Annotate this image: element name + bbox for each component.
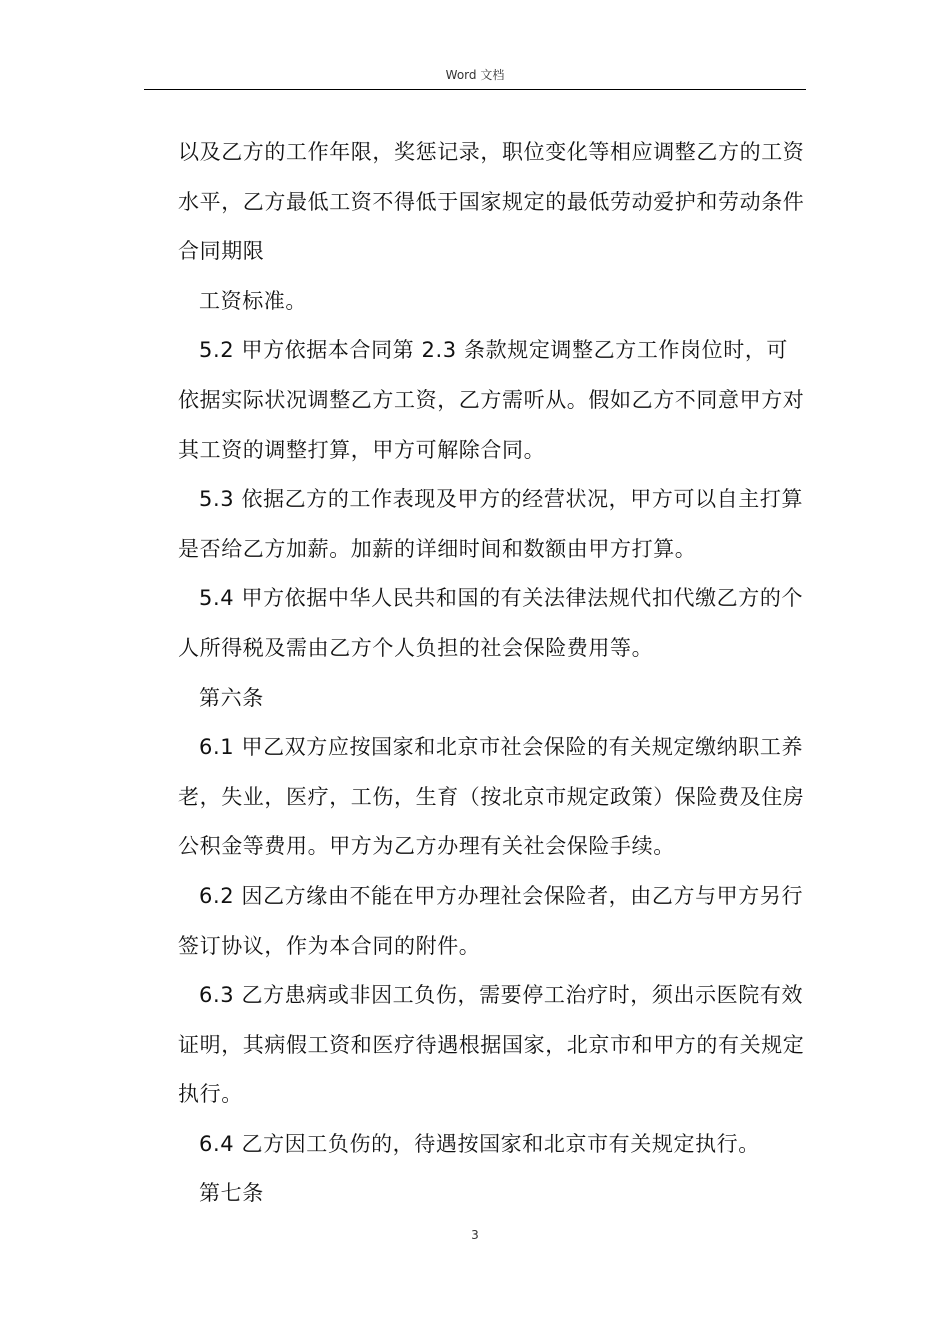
paragraph: 5.2 甲方依据本合同第 2.3 条款规定调整乙方工作岗位时，可依据实际状况调整乙方工资，乙方需听从。假如乙方不同意甲方对其工资的调整打算，甲方可解除合同。 [178,338,805,462]
paragraph: 6.2 因乙方缘由不能在甲方办理社会保险者，由乙方与甲方另行签订协议，作为本合同的附件。 [178,883,804,958]
paragraph: 以及乙方的工作年限，奖惩记录，职位变化等相应调整乙方的工资水平，乙方最低工资不得低于国家规定的最低劳动爱护和劳动条件合同期限 [178,140,805,264]
document-body [178,128,808,1219]
page-header [144,62,806,90]
paragraph: 5.4 甲方依据中华人民共和国的有关法律法规代扣代缴乙方的个人所得税及需由乙方个人负担的社会保险费用等。 [178,586,804,660]
paragraph: 5.3 依据乙方的工作表现及甲方的经营状况，甲方可以自主打算是否给乙方加薪。加薪的详细时间和数额由甲方打算。 [178,487,804,561]
section-heading: 第七条 [199,1181,264,1206]
paragraph: 6.1 甲乙双方应按国家和北京市社会保险的有关规定缴纳职工养老，失业，医疗，工伤，生育（按北京市规定政策）保险费及住房公积金等费用。甲方为乙方办理有关社会保险手续。 [178,735,805,859]
section-heading: 第六条 [199,685,264,710]
paragraph: 工资标准。 [199,288,307,313]
paragraph: 6.4 乙方因工负伤的，待遇按国家和北京市有关规定执行。 [199,1131,760,1156]
page-number: 3 [471,1228,479,1242]
header-title: Word 文档 [445,68,505,82]
paragraph: 6.3 乙方患病或非因工负伤，需要停工治疗时，须出示医院有效证明，其病假工资和医疗待遇根据国家，北京市和甲方的有关规定执行。 [178,983,805,1107]
